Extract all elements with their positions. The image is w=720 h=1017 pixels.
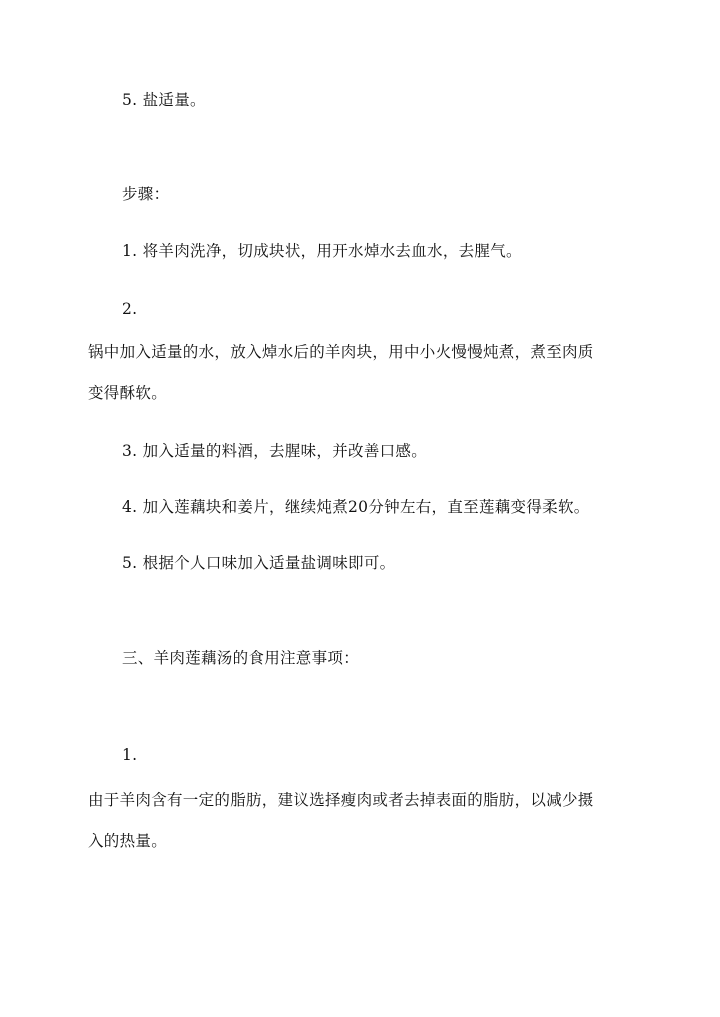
note-1-text-line-2: 入的热量。 bbox=[88, 832, 168, 850]
step-2-text-line-2: 变得酥软。 bbox=[88, 384, 168, 402]
step-1: 1. 将羊肉洗净，切成块状，用开水焯水去血水，去腥气。 bbox=[122, 242, 522, 260]
note-1-number: 1. bbox=[122, 746, 138, 764]
step-2-text-line-1: 锅中加入适量的水，放入焯水后的羊肉块，用中小火慢慢炖煮，煮至肉质 bbox=[88, 343, 594, 361]
section-3-heading: 三、羊肉莲藕汤的食用注意事项： bbox=[122, 649, 360, 667]
note-1-text-line-1: 由于羊肉含有一定的脂肪，建议选择瘦肉或者去掉表面的脂肪，以减少摄 bbox=[88, 791, 594, 809]
steps-heading: 步骤： bbox=[122, 185, 170, 203]
step-5: 5. 根据个人口味加入适量盐调味即可。 bbox=[122, 554, 396, 572]
step-3: 3. 加入适量的料酒，去腥味，并改善口感。 bbox=[122, 442, 428, 460]
step-2-number: 2. bbox=[122, 300, 138, 318]
step-4: 4. 加入莲藕块和姜片，继续炖煮20分钟左右，直至莲藕变得柔软。 bbox=[122, 498, 590, 516]
ingredient-item-salt: 5. 盐适量。 bbox=[122, 91, 206, 109]
